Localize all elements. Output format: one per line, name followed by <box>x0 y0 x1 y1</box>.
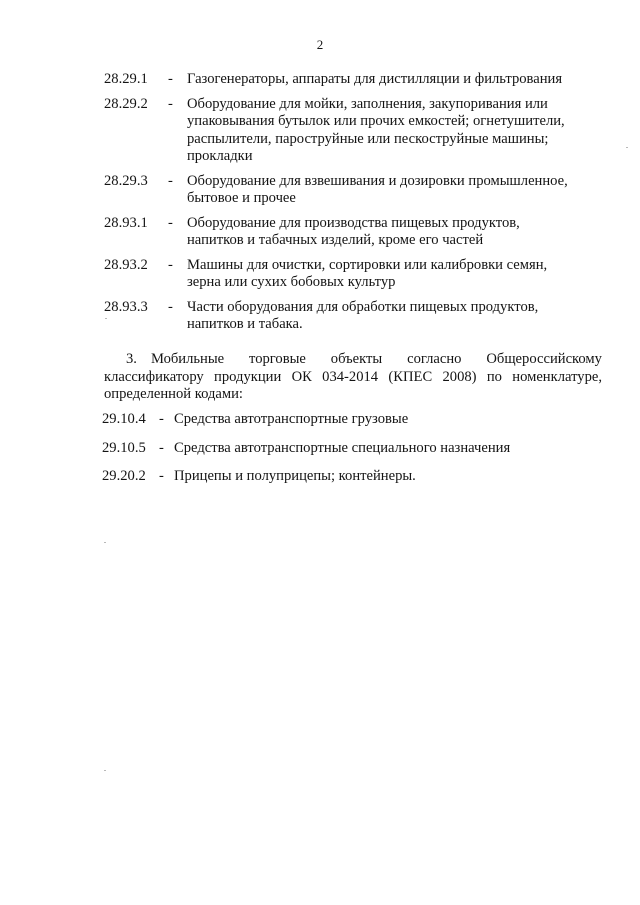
item-description-line: Оборудование для производства пищевых продуктов, <box>187 214 520 231</box>
item-code: 29.20.2 <box>102 468 146 484</box>
item-description: Прицепы и полуприцепы; контейнеры. <box>174 468 416 484</box>
item-description <box>187 257 604 292</box>
item-dash: - <box>159 468 164 484</box>
item-description-line: напитков и табачных изделий, кроме его частей <box>187 232 484 248</box>
item-description-line: Оборудование для взвешивания и дозировки промышленное, <box>187 172 568 189</box>
paragraph-line: классификатору продукции ОК 034-2014 (КПЕС 2008) по номенклатуре, <box>104 368 602 385</box>
item-description <box>187 299 604 334</box>
item-description <box>187 71 604 89</box>
item-description <box>187 173 604 208</box>
item-code: 28.93.3 <box>104 298 148 315</box>
list-item <box>102 440 602 458</box>
item-description-line: Оборудование для мойки, заполнения, закупоривания или <box>187 95 548 112</box>
item-description-line: Части оборудования для обработки пищевых продуктов, <box>187 298 539 315</box>
list-item <box>102 411 602 429</box>
item-description-line: прокладки <box>187 148 253 164</box>
mobile-objects-codes-list <box>102 411 602 497</box>
item-code: 28.29.2 <box>104 95 148 112</box>
list-item <box>102 468 602 486</box>
item-description-line: бытовое и прочее <box>187 190 296 206</box>
scan-speck <box>626 147 628 148</box>
item-code: 28.93.1 <box>104 214 148 231</box>
scan-speck <box>104 770 106 771</box>
list-item <box>104 257 604 292</box>
item-description-line: упаковывания бутылок или прочих емкостей; огнетушители, <box>187 113 565 129</box>
item-code: 29.10.4 <box>102 411 146 427</box>
item-dash: - <box>159 439 164 456</box>
item-description-line: зерна или сухих бобовых культур <box>187 274 396 290</box>
paragraph-first-line <box>151 351 602 369</box>
item-code: 28.29.3 <box>104 172 148 189</box>
paragraph-line <box>104 351 602 369</box>
list-item <box>104 173 604 208</box>
product-codes-list <box>104 71 604 341</box>
item-description <box>187 96 604 166</box>
item-description-line: Машины для очистки, сортировки или калибровки семян, <box>187 256 548 273</box>
list-item <box>104 96 604 166</box>
section-number: 3. <box>126 351 137 367</box>
item-description <box>187 215 604 250</box>
section-3-paragraph <box>104 351 602 404</box>
item-description: Средства автотранспортные специального назначения <box>174 439 511 456</box>
paragraph-word: Мобильные <box>150 351 225 367</box>
item-dash: - <box>168 71 173 87</box>
scan-speck <box>104 542 106 543</box>
item-dash: - <box>168 95 173 112</box>
item-code: 28.29.1 <box>104 71 148 87</box>
list-item <box>104 71 604 89</box>
paragraph-word: торговые <box>249 351 306 367</box>
item-code: 29.10.5 <box>102 439 146 456</box>
page-number: 2 <box>316 37 324 52</box>
item-description-line: распылители, пароструйные или пескоструйные машины; <box>187 130 549 147</box>
item-dash: - <box>168 214 173 231</box>
item-dash: - <box>168 298 173 315</box>
item-dash: - <box>168 172 173 189</box>
scan-speck <box>105 318 107 319</box>
item-description-line: напитков и табака. <box>187 316 303 332</box>
item-description-line: Газогенераторы, аппараты для дистилляции и фильтрования <box>187 71 563 87</box>
item-code: 28.93.2 <box>104 256 148 273</box>
list-item <box>104 215 604 250</box>
item-dash: - <box>159 411 164 427</box>
list-item <box>104 299 604 334</box>
paragraph-line: определенной кодами: <box>104 386 243 402</box>
paragraph-word: Общероссийскому <box>486 351 602 367</box>
item-dash: - <box>168 256 173 273</box>
paragraph-word: объекты <box>330 351 383 367</box>
item-description: Средства автотранспортные грузовые <box>174 411 409 427</box>
paragraph-word: согласно <box>407 351 462 367</box>
